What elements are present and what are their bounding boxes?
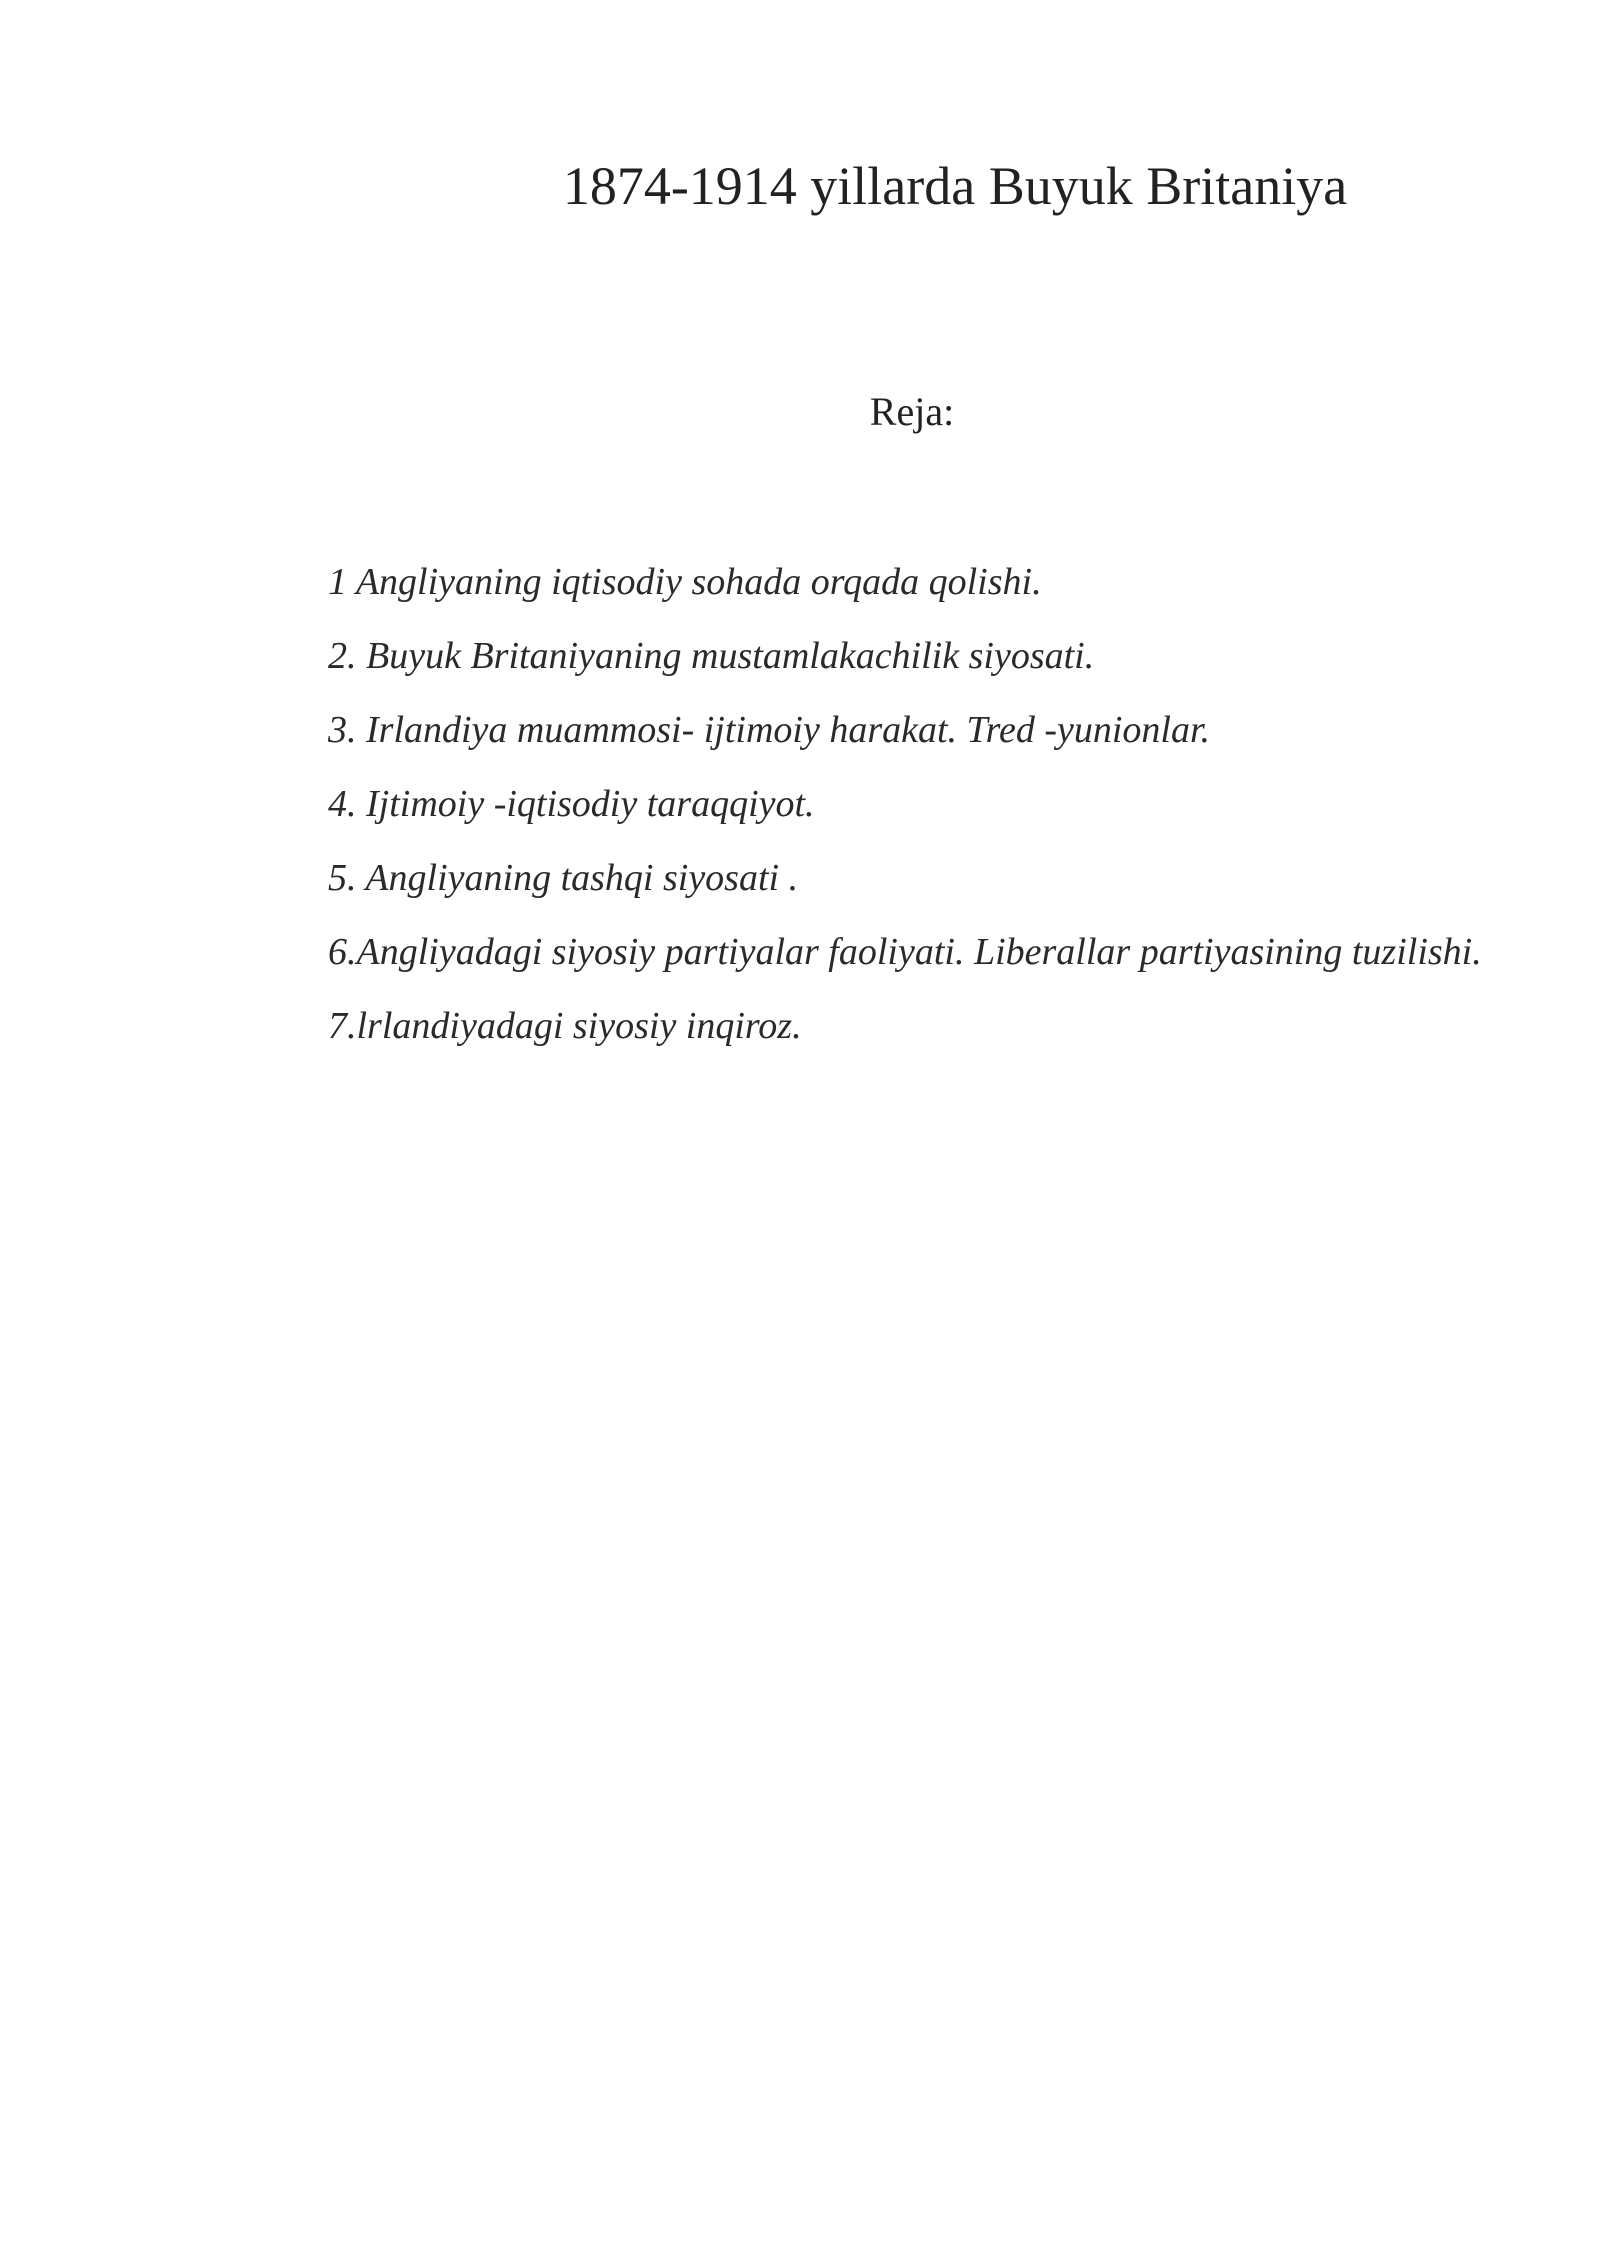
plan-item-4: 4. Ijtimoiy -iqtisodiy taraqqiyot.	[328, 783, 815, 825]
plan-item-3: 3. Irlandiya muammosi- ijtimoiy harakat. Tred -yunionlar.	[328, 709, 1211, 751]
plan-list	[232, 545, 1502, 1063]
plan-item-1: 1 Angliyaning iqtisodiy sohada orqada qolishi.	[328, 561, 1042, 603]
plan-item-2: 2. Buyuk Britaniyaning mustamlakachilik siyosati.	[328, 635, 1095, 677]
plan-heading: Reja:	[869, 389, 955, 434]
document-title: 1874-1914 yillarda Buyuk Britaniya	[562, 156, 1348, 216]
plan-item-6: 6.Angliyadagi siyosiy partiyalar faoliyati. Liberallar partiyasining tuzilishi.	[328, 931, 1482, 973]
plan-item-5: 5. Angliyaning tashqi siyosati .	[328, 857, 799, 899]
plan-item-7: 7.lrlandiyadagi siyosiy inqiroz.	[328, 1005, 802, 1047]
